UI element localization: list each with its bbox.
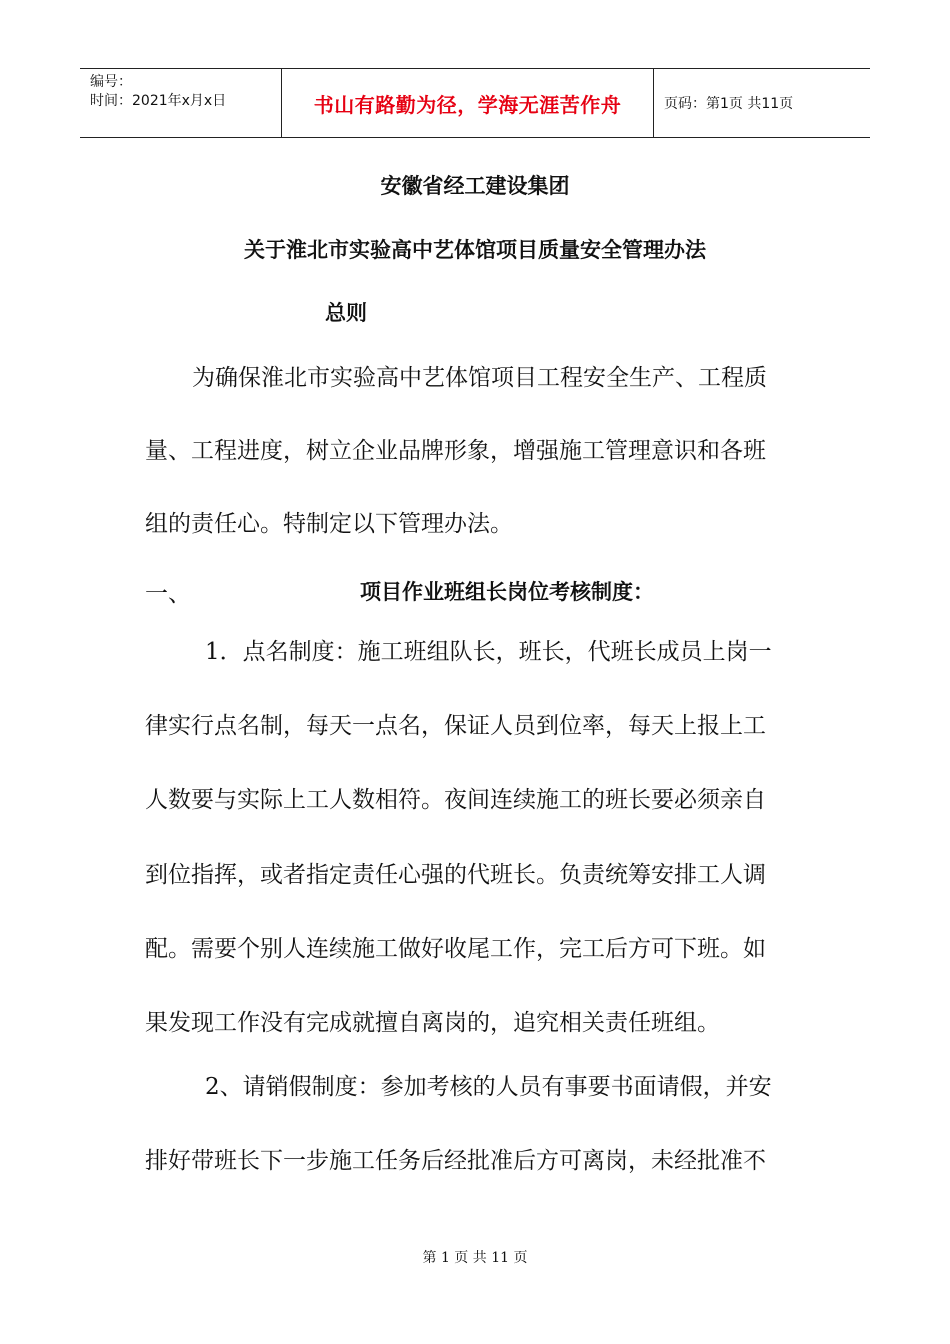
page-footer: 第 1 页 共 11 页: [422, 1250, 528, 1266]
section-number: 一、: [145, 581, 191, 607]
paragraph-line: 排好带班长下一步施工任务后经批准后方可离岗，未经批准不: [145, 1148, 766, 1174]
doc-title: 关于淮北市实验高中艺体馆项目质量安全管理办法: [244, 238, 706, 262]
header-motto: 书山有路勤为径，学海无涯苦作舟: [282, 69, 654, 137]
header-page-info: 页码：第1页 共11页: [664, 96, 794, 112]
header-meta-cell: [80, 69, 282, 137]
general-heading: 总则: [325, 301, 367, 325]
time-label: 时间：2021年x月x日: [90, 93, 227, 109]
org-title: 安徽省经工建设集团: [380, 174, 570, 198]
paragraph-line: 组的责任心。特制定以下管理办法。: [145, 511, 513, 537]
section-heading: 项目作业班组长岗位考核制度：: [360, 580, 654, 604]
paragraph-line: 果发现工作没有完成就擅自离岗的，追究相关责任班组。: [145, 1010, 720, 1036]
number-label: 编号：: [90, 74, 132, 90]
header-table: [80, 68, 870, 138]
paragraph-line: 为确保淮北市实验高中艺体馆项目工程安全生产、工程质: [192, 365, 767, 391]
paragraph-line: 量、工程进度，树立企业品牌形象，增强施工管理意识和各班: [145, 438, 766, 464]
paragraph-line: 1．点名制度：施工班组队长，班长，代班长成员上岗一: [205, 639, 772, 665]
paragraph-line: 人数要与实际上工人数相符。夜间连续施工的班长要必须亲自: [145, 787, 766, 813]
paragraph-line: 律实行点名制，每天一点名，保证人员到位率，每天上报上工: [145, 713, 766, 739]
paragraph-line: 2、请销假制度：参加考核的人员有事要书面请假，并安: [205, 1074, 772, 1100]
paragraph-line: 配。需要个别人连续施工做好收尾工作，完工后方可下班。如: [145, 936, 766, 962]
paragraph-line: 到位指挥，或者指定责任心强的代班长。负责统筹安排工人调: [145, 862, 766, 888]
